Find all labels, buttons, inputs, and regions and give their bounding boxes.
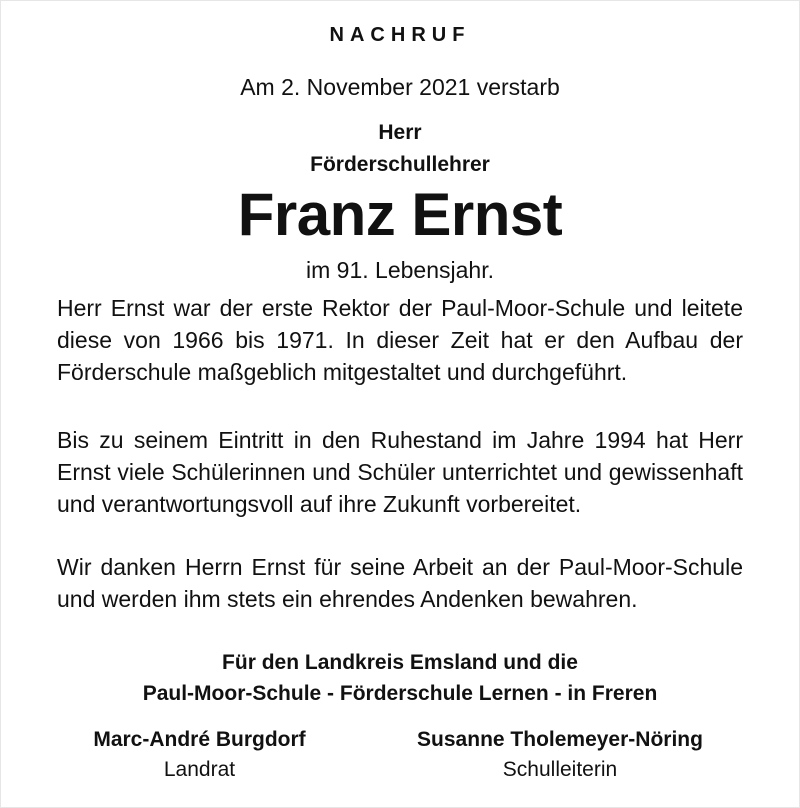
- profession: Förderschullehrer: [310, 153, 490, 176]
- deceased-name: Franz Ernst: [237, 181, 563, 248]
- signatory-name: Susanne Tholemeyer-Nöring: [417, 728, 703, 751]
- organization-line-2: Paul-Moor-Schule - Förderschule Lernen - in Freren: [142, 682, 658, 705]
- notice-heading: NACHRUF: [329, 24, 471, 46]
- signatory-left: [57, 728, 342, 782]
- paragraph-3: Wir danken Herrn Ernst für seine Arbeit an der Paul-Moor-Schule und werden ihm stets ein ehrendes Andenken bewahren.: [57, 554, 743, 612]
- signatory-role: Schulleiterin: [502, 758, 618, 781]
- organization-line-1: Für den Landkreis Emsland und die: [222, 651, 578, 674]
- paragraph-2: Bis zu seinem Eintritt in den Ruhestand im Jahre 1994 hat Herr Ernst viele Schülerinnen und Schüler unterrichtet und gewissenhaft und verantwortungsvoll auf ihre Zukunft vorbereitet.: [57, 427, 743, 517]
- intro-line: Am 2. November 2021 verstarb: [240, 74, 560, 100]
- signatory-right: [377, 728, 743, 782]
- paragraph-1: Herr Ernst war der erste Rektor der Paul-Moor-Schule und leitete diese von 1966 bis 1971. In dieser Zeit hat er den Aufbau der Förderschule maßgeblich mitgestaltet und durchgeführt.: [57, 295, 743, 385]
- age-line: im 91. Lebensjahr.: [306, 257, 494, 283]
- signatory-name: Marc-André Burgdorf: [93, 728, 306, 751]
- salutation: Herr: [378, 121, 422, 144]
- signatory-role: Landrat: [163, 758, 236, 781]
